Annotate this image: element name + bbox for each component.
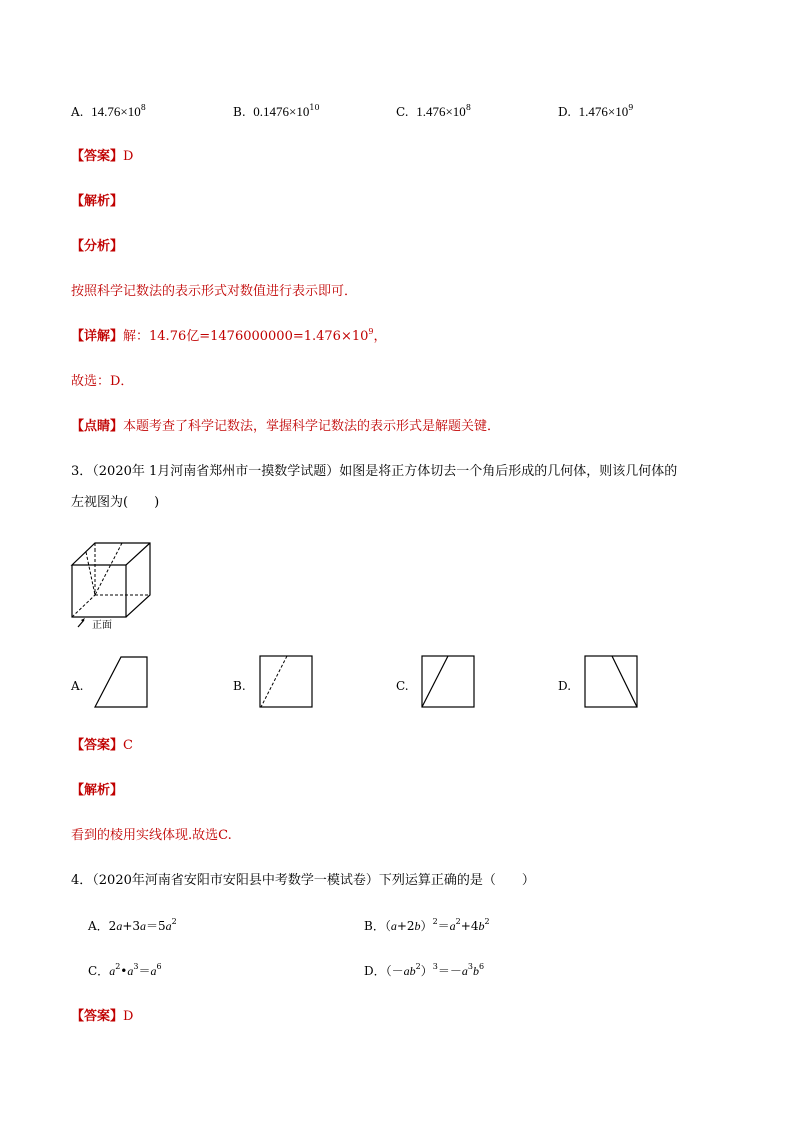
expr-var: a — [449, 919, 456, 933]
cut-edge — [86, 552, 95, 595]
q3-option-d-figure — [584, 655, 640, 709]
cut-line — [95, 543, 122, 595]
q4-option-c — [88, 962, 162, 980]
option-letter: D. — [558, 105, 572, 119]
answer-tag: 【答案】 — [71, 738, 124, 753]
detail-end: ， — [373, 329, 387, 344]
expr-exp: 2 — [171, 917, 177, 926]
option-exponent: 9 — [628, 103, 634, 112]
q3-option-b-label: B. — [233, 679, 246, 693]
cut-cube-figure — [60, 535, 170, 635]
expr-part: ） — [420, 919, 433, 933]
expr-exp: 2 — [432, 917, 438, 926]
option-d — [558, 103, 633, 121]
q3-option-c-label: C. — [396, 679, 409, 693]
comment-text: 本题考查了科学记数法，掌握科学记数法的表示形式是解题关键． — [123, 419, 501, 434]
option-exponent: 8 — [465, 103, 471, 112]
q3-option-b-figure — [259, 655, 315, 709]
expr-exp: 6 — [156, 962, 162, 971]
q4-stem: 4．（2020年河南省安阳市安阳县中考数学一模试卷）下列运算正确的是（ ） — [71, 873, 535, 888]
front-label: 正面 — [92, 620, 112, 631]
detail-exponent: 9 — [368, 327, 374, 336]
q3-option-a-label: A. — [71, 679, 84, 693]
expr-part: 2 — [108, 919, 117, 933]
expr-exp: 6 — [478, 962, 485, 971]
q2-fenxi-text: 按照科学记数法的表示形式对数值进行表示即可． — [71, 284, 358, 299]
expr-exp: 3 — [467, 962, 473, 971]
expr-var: a — [127, 964, 134, 978]
detail-tag: 【详解】 — [71, 329, 124, 344]
q2-fenxi-tag: 【分析】 — [71, 239, 124, 254]
option-value: 14.76×10 — [91, 104, 141, 119]
q4-option-a — [88, 917, 177, 935]
q3-stem-line2: 左视图为( ) — [71, 495, 160, 510]
answer-value: C — [123, 738, 133, 753]
option-b — [233, 103, 320, 121]
expr-exp: 3 — [133, 962, 139, 971]
expr-part: ＝－ — [437, 964, 462, 978]
expr-var: a — [150, 964, 157, 978]
q2-detail — [71, 328, 387, 346]
answer-value: D — [123, 149, 134, 164]
q3-stem-line1: 3．（2020年 1月河南省郑州市一摸数学试题）如图是将正方体切去一个角后形成的几何体，则该几何体的 — [71, 464, 678, 479]
q3-option-d-label: D. — [558, 679, 572, 693]
hidden-edge — [72, 595, 95, 617]
expr-exp: 2 — [455, 917, 461, 926]
expr-part: +4 — [460, 919, 479, 933]
expr-part: +2 — [396, 919, 415, 933]
q2-analysis-tag: 【解析】 — [71, 194, 124, 209]
option-letter: A. — [71, 105, 84, 119]
q2-choose: 故选：D． — [71, 374, 134, 389]
answer-value: D — [123, 1009, 134, 1024]
expr-var: ab — [403, 964, 416, 978]
option-a — [71, 103, 146, 121]
option-exponent: 8 — [140, 103, 146, 112]
expr-var: a — [140, 919, 147, 933]
expr-part: ＝ — [437, 919, 450, 933]
expr-var: b — [472, 964, 479, 978]
option-letter: C． — [88, 964, 110, 978]
expr-var: a — [390, 919, 397, 933]
expr-exp: 2 — [484, 917, 490, 926]
q4-option-b — [364, 917, 490, 935]
expr-exp: 2 — [415, 962, 421, 971]
expr-part: +3 — [122, 919, 141, 933]
option-letter: B． — [364, 919, 385, 933]
option-value: 1.476×10 — [416, 104, 466, 119]
q4-answer — [71, 1008, 133, 1026]
q3-option-a-figure — [93, 655, 149, 709]
option-exponent: 10 — [309, 103, 320, 112]
expr-exp: 2 — [115, 962, 121, 971]
front-arrow-head — [81, 618, 85, 622]
answer-tag: 【答案】 — [71, 149, 124, 164]
expr-var: a — [461, 964, 468, 978]
expr-var: a — [116, 919, 123, 933]
expr-var: a — [109, 964, 116, 978]
expr-part: • — [120, 964, 128, 978]
expr-part: （ — [384, 919, 391, 933]
q3-answer — [71, 737, 133, 755]
expr-var: a — [165, 919, 172, 933]
expr-var: b — [478, 919, 485, 933]
expr-part: ） — [420, 964, 433, 978]
q3-option-c-figure — [421, 655, 477, 709]
expr-var: b — [414, 919, 421, 933]
option-c — [396, 103, 471, 121]
q2-comment — [71, 418, 500, 436]
answer-tag: 【答案】 — [71, 1009, 124, 1024]
option-letter: B. — [233, 105, 246, 119]
q4-option-d — [364, 962, 484, 980]
option-letter: A． — [88, 919, 109, 933]
option-value: 0.1476×10 — [253, 104, 310, 119]
expr-part: （－ — [385, 964, 404, 978]
option-letter: D． — [364, 964, 386, 978]
option-letter: C. — [396, 105, 409, 119]
option-value: 1.476×10 — [578, 104, 629, 119]
detail-text: 解：14.76亿=1476000000=1.476×10 — [123, 329, 369, 344]
q3-analysis-text: 看到的棱用实线体现.故选C. — [71, 828, 232, 843]
q3-analysis-tag: 【解析】 — [71, 783, 124, 798]
expr-exp: 3 — [432, 962, 438, 971]
expr-part: ＝ — [138, 964, 151, 978]
q2-answer — [71, 148, 133, 166]
expr-part: ＝5 — [146, 919, 166, 933]
cube-edge — [126, 543, 150, 565]
comment-tag: 【点睛】 — [71, 419, 124, 434]
